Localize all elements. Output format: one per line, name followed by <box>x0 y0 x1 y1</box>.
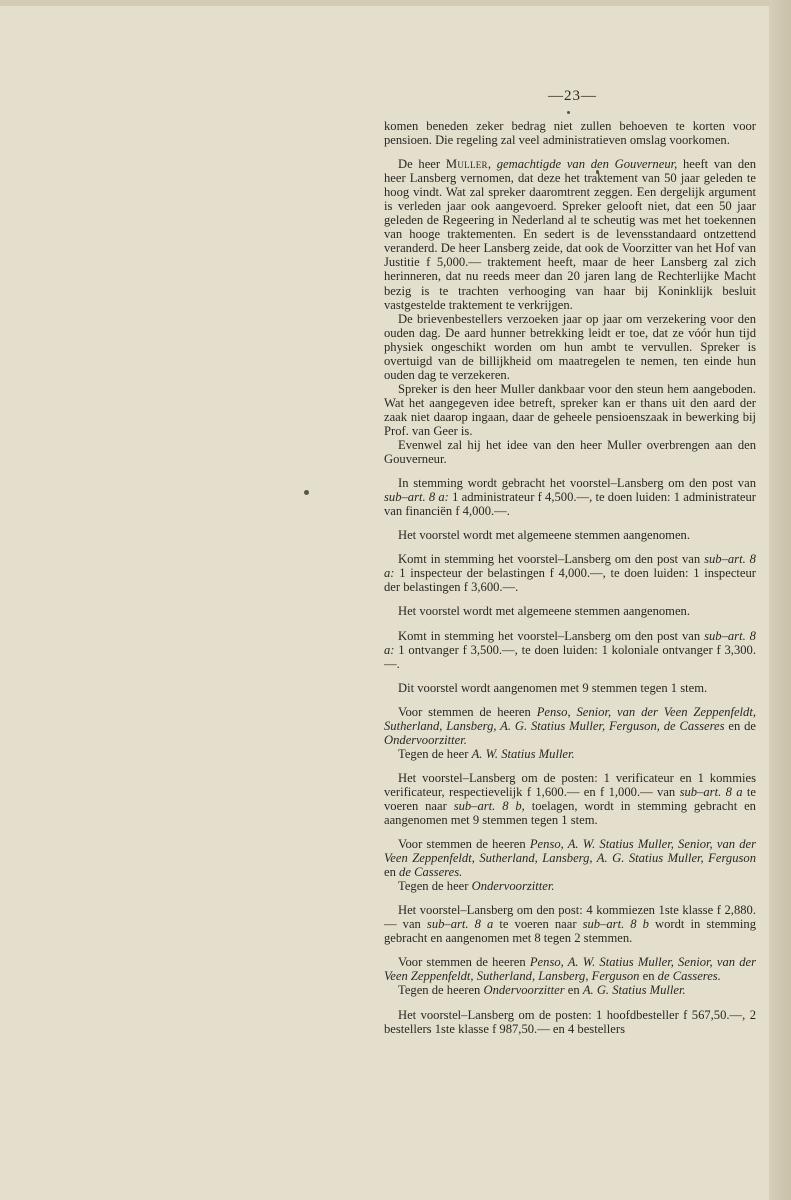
paragraph <box>384 604 756 618</box>
text-run: Tegen de heeren <box>398 983 484 998</box>
text-run: wordt in stemming gebracht en aangenomen met 8 tegen 2 stemmen. <box>384 917 757 946</box>
paragraph <box>384 747 756 761</box>
paragraph <box>384 903 756 945</box>
text-run: Het voorstel–Lansberg om de posten: 1 verificateur en 1 kommies verificateur, respectievelijk f 1,600.— en f 1,000.— van <box>384 770 756 799</box>
text-run: komen beneden zeker bedrag niet zullen behoeven te korten voor pensioen. Die regeling zal veel administratieven omslag voorkomen. <box>384 119 756 148</box>
text-run: Evenwel zal hij het idee van den heer Muller overbrengen aan den Gouverneur. <box>384 438 756 467</box>
paragraph <box>384 119 756 147</box>
text-run: en <box>384 865 400 880</box>
ink-dot <box>567 111 570 114</box>
small-caps-name: Muller <box>445 157 488 172</box>
text-run: In stemming wordt gebracht het voorstel–Lansberg om den post van <box>398 476 756 491</box>
text-run: Komt in stemming het voorstel–Lansberg om den post van <box>398 552 705 567</box>
italic-text: sub–art. 8 a: <box>384 628 756 657</box>
text-run: Tegen de heer <box>398 879 472 894</box>
italic-text: sub–art. 8 a: <box>384 490 449 505</box>
italic-text: Penso, A. W. Statius Muller, Senior, van der Veen Zeppenfeldt, Sutherland, Lansberg, A. G. Statius Muller, Ferguson <box>384 837 756 866</box>
text-run: Spreker is den heer Muller dankbaar voor den steun hem aangeboden. Wat het aangegeven idee betreft, spreker kan er thans uit den aard der zaak niet daarop ingaan, daar de geheele pensioenszaak in bewerking bij Prof. van Geer is. <box>384 381 756 438</box>
italic-text: A. G. Statius Muller. <box>582 983 686 998</box>
paragraph <box>384 629 756 671</box>
italic-text: de Casseres. <box>657 969 721 984</box>
text-run: Voor stemmen de heeren <box>398 837 530 852</box>
italic-text: gemachtigde van den Gouverneur, <box>496 157 678 172</box>
paragraph <box>384 1008 756 1036</box>
page-number: —23— <box>548 88 597 104</box>
text-run: , <box>487 157 497 172</box>
text-run: en de <box>724 718 756 733</box>
paragraph <box>384 879 756 893</box>
page-right-edge <box>769 0 791 1200</box>
italic-text: Ondervoorzitter. <box>471 879 555 894</box>
text-run: 1 administrateur f 4,500.—, te doen luiden: 1 administrateur van financiën f 4,000.—. <box>384 490 756 519</box>
italic-text: Ondervoorzitter. <box>384 732 467 747</box>
text-run: heeft van den heer Lansberg vernomen, dat deze het traktement van 50 jaar geleden te hoog vindt. Wat zal spreker daaromtrent zeggen. Een dergelijk argument is verleden jaar ook aangevoerd. Spreker gelooft niet, dat een 50 jaar geleden de Regeering in Nederland al te scheutig was met het toekennen van hooge traktementen. En sedert is de levensstandaard ontzettend veranderd. De heer Lansberg zeide, dat ook de Voorzitter van het Hof van Justitie f 5,000.— traktement heeft, maar de heer Lansberg zal zich herinneren, dat nu reeds meer dan 20 jaren lang de Rechterlijke Macht bezig is te trachten verhooging van haar bij Koninklijk besluit vastgestelde traktement te verkrijgen. <box>384 157 757 312</box>
paragraph <box>384 157 756 312</box>
italic-text: Ondervoorzitter <box>483 983 565 998</box>
text-run: 1 ontvanger f 3,500.—, te doen luiden: 1 koloniale ontvanger f 3,300.—. <box>384 642 756 671</box>
text-run: Het voorstel–Lansberg om de posten: 1 hoofdbesteller f 567,50.—, 2 bestellers 1ste klasse f 987,50.— en 4 bestellers <box>384 1007 756 1036</box>
text-run: De brievenbestellers verzoeken jaar op jaar om verzekering voor den ouden dag. De aard hunner betrekking leidt er toe, dat ze vóór hun tijd physiek ongeschikt worden om hun ambt te vervullen. Spreker is overtuigd van de billijkheid om maatregelen te nemen, ten einde hun ouden dag te verzekeren. <box>384 311 756 382</box>
text-run: Komt in stemming het voorstel–Lansberg om den post van <box>398 628 705 643</box>
text-run: Het voorstel wordt met algemeene stemmen aangenomen. <box>398 604 691 619</box>
text-run: te voeren naar <box>493 917 583 932</box>
text-run: Tegen de heer <box>398 746 472 761</box>
paragraph-spacer <box>384 945 756 955</box>
paragraph <box>384 837 756 879</box>
text-run: en <box>564 983 583 998</box>
italic-text: de Casseres. <box>399 865 463 880</box>
paragraph <box>384 528 756 542</box>
paragraph-spacer <box>384 518 756 528</box>
text-column <box>384 119 756 1036</box>
paragraph <box>384 983 756 997</box>
italic-text: A. W. Statius Muller. <box>471 746 575 761</box>
italic-text: sub–art. 8 a <box>679 784 743 799</box>
paragraph <box>384 552 756 594</box>
text-run: te voeren naar <box>384 784 756 813</box>
paragraph <box>384 771 756 827</box>
paragraph-spacer <box>384 594 756 604</box>
text-run: De heer <box>398 157 446 172</box>
text-run: en <box>639 969 658 984</box>
text-run: Voor stemmen de heeren <box>398 955 530 970</box>
paragraph-spacer <box>384 466 756 476</box>
margin-mark <box>304 490 309 495</box>
italic-text: sub–art. 8 b <box>582 917 649 932</box>
paragraph-spacer <box>384 542 756 552</box>
paragraph <box>384 705 756 747</box>
paragraph-spacer <box>384 671 756 681</box>
paragraph-spacer <box>384 619 756 629</box>
paragraph-spacer <box>384 827 756 837</box>
italic-text: sub–art. 8 a <box>426 917 494 932</box>
paragraph <box>384 955 756 983</box>
italic-text: sub–art. 8 b, <box>453 798 525 813</box>
text-run: 1 inspecteur der belastingen f 4,000.—, te doen luiden: 1 inspecteur der belastingen f 3,600.—. <box>384 566 756 595</box>
text-run: toelagen, wordt in stemming gebracht en aangenomen met 9 stemmen tegen 1 stem. <box>384 798 756 828</box>
italic-text: Penso, A. W. Statius Muller, Senior, van der Veen Zeppenfeldt, Sutherland, Lansberg, Ferguson <box>384 955 756 984</box>
italic-text: sub–art. 8 a: <box>384 552 756 581</box>
paragraph <box>384 382 756 438</box>
paragraph <box>384 476 756 518</box>
paragraph-spacer <box>384 998 756 1008</box>
text-run: Het voorstel–Lansberg om den post: 4 kommiezen 1ste klasse f 2,880.— van <box>384 903 756 932</box>
text-run: Voor stemmen de heeren <box>398 704 537 719</box>
italic-text: Penso, Senior, van der Veen Zeppenfeldt, Sutherland, Lansberg, A. G. Statius Muller, Ferguson, de Casseres <box>384 704 756 733</box>
text-run: Het voorstel wordt met algemeene stemmen aangenomen. <box>398 528 691 543</box>
paragraph <box>384 438 756 466</box>
paragraph <box>384 312 756 382</box>
paragraph-spacer <box>384 695 756 705</box>
page-top-edge <box>0 0 791 6</box>
paragraph-spacer <box>384 761 756 771</box>
paragraph <box>384 681 756 695</box>
text-run: Dit voorstel wordt aangenomen met 9 stemmen tegen 1 stem. <box>398 680 708 695</box>
paragraph-spacer <box>384 893 756 903</box>
paragraph-spacer <box>384 147 756 157</box>
